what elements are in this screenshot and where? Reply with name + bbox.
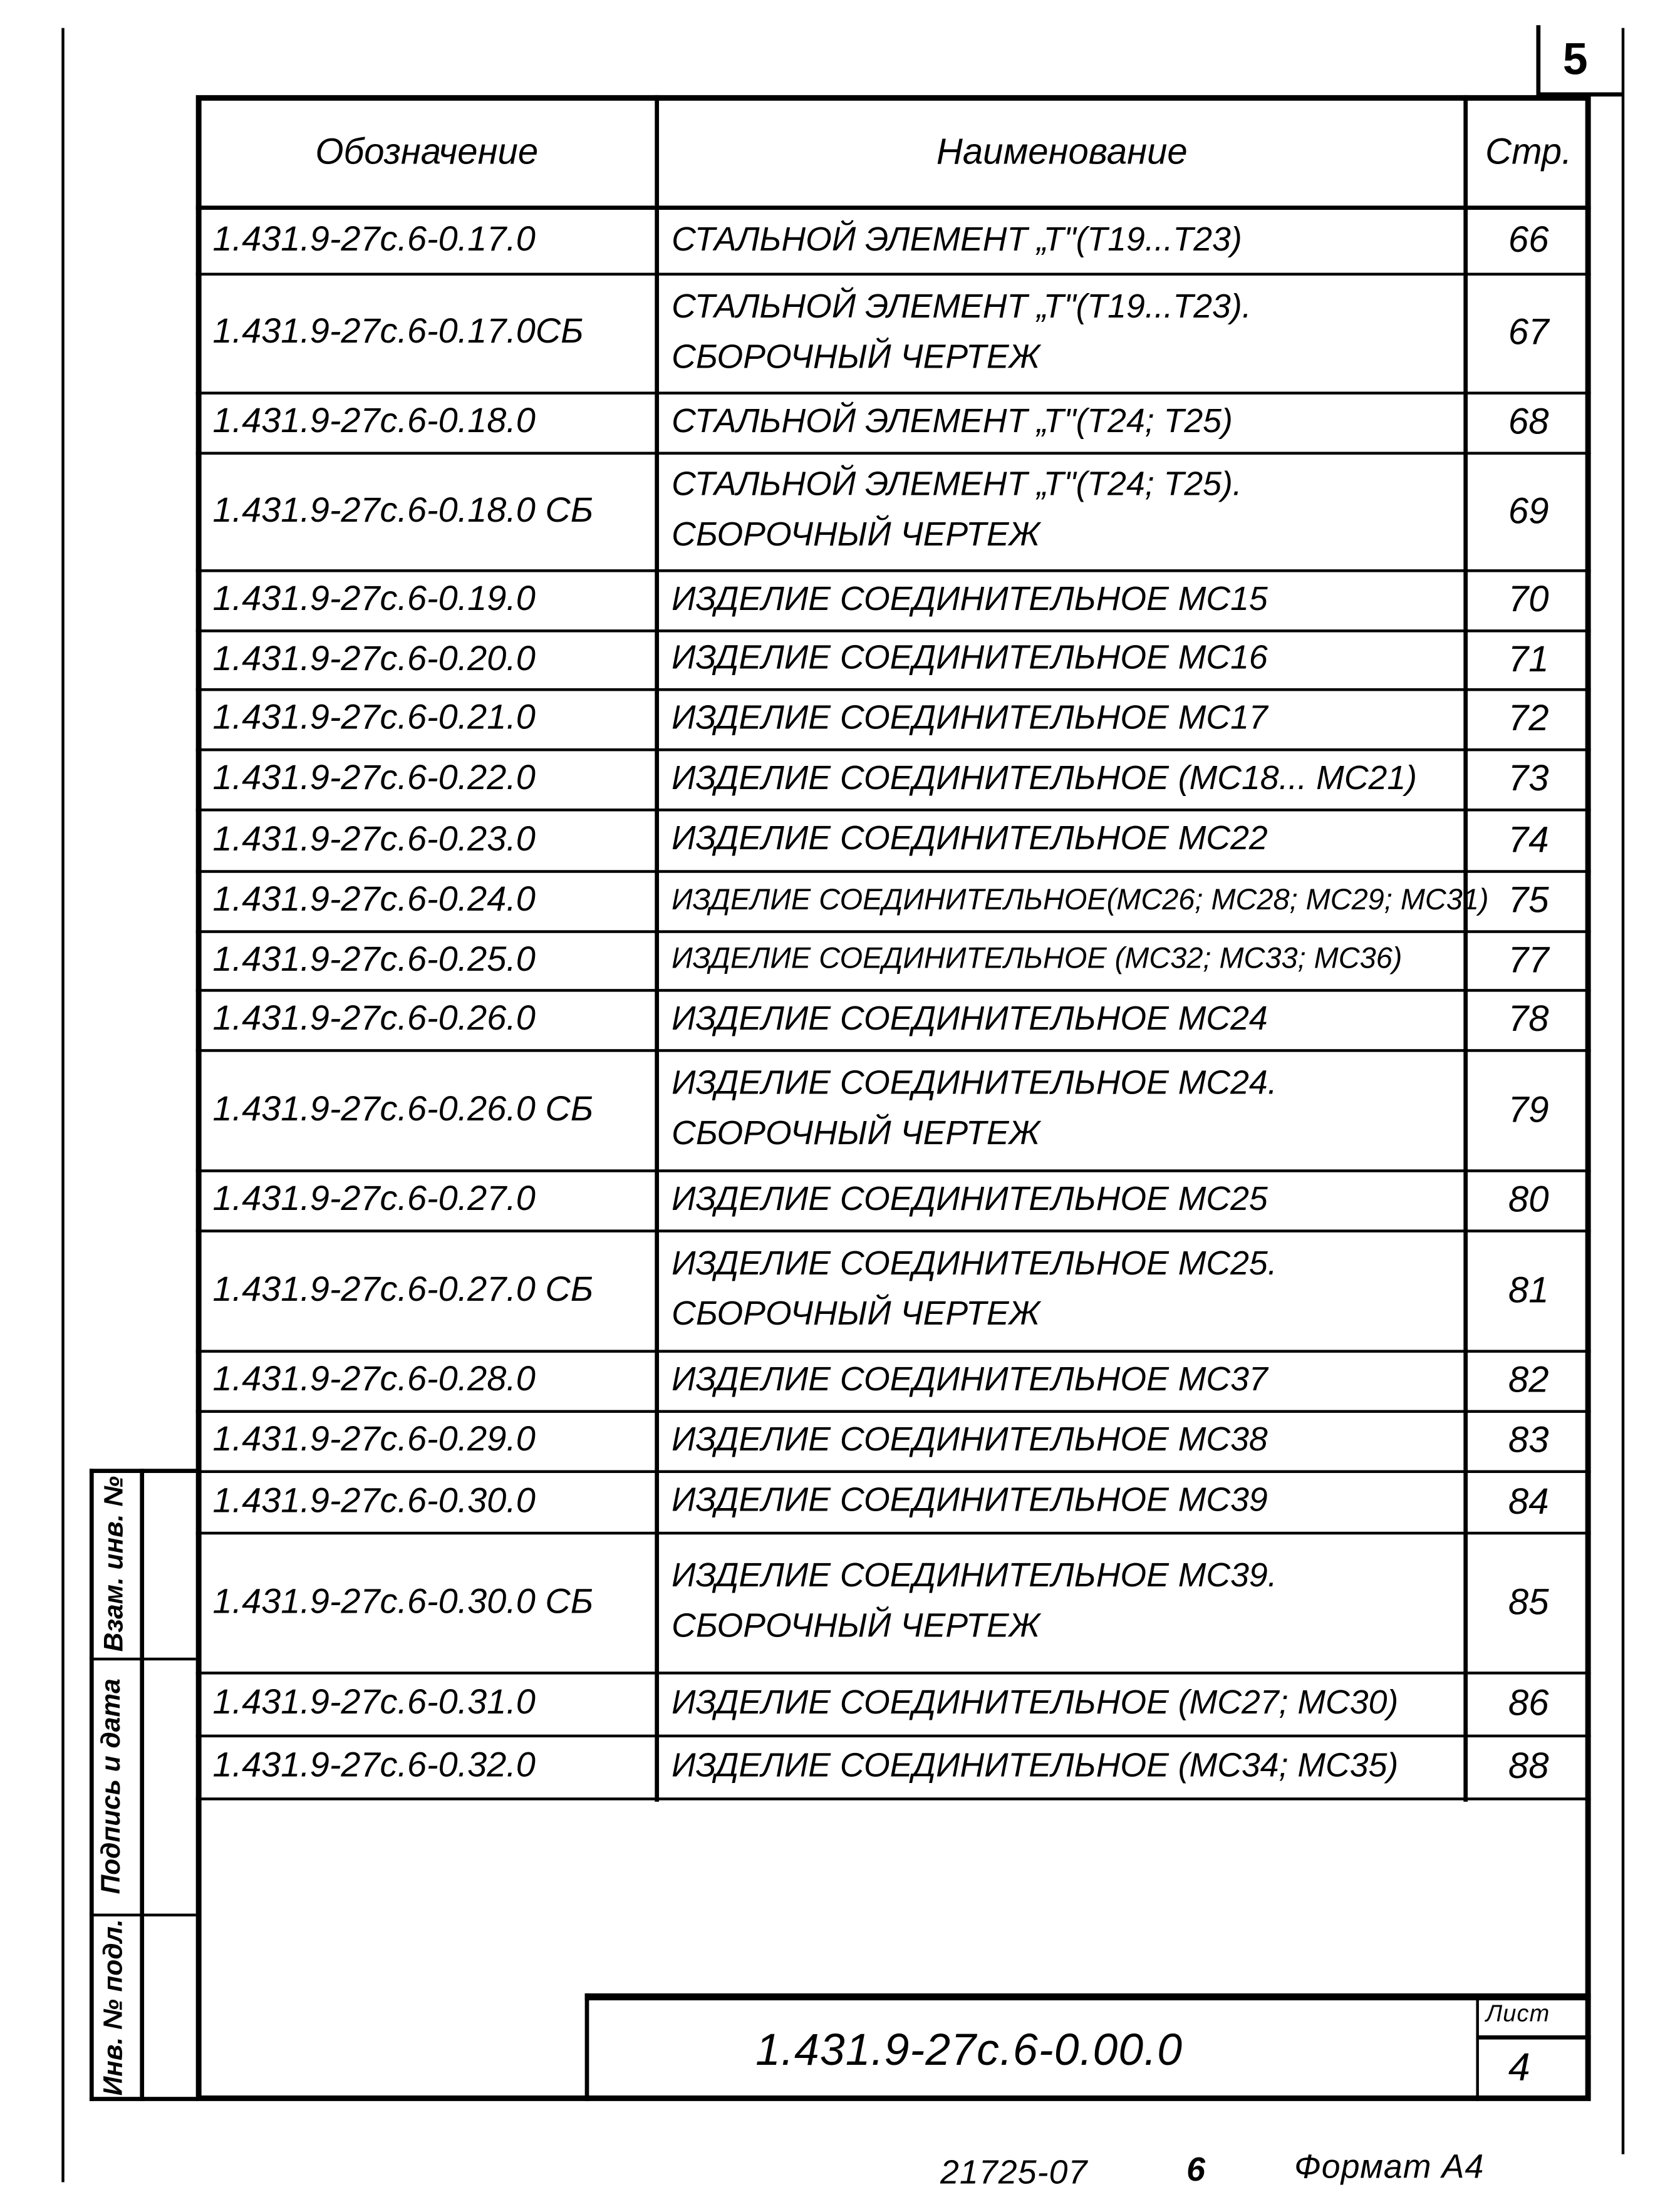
cell-name	[658, 1470, 1466, 1532]
page-text: 81	[1508, 1268, 1549, 1310]
cell-designation	[199, 273, 658, 392]
sheet-number: 4	[1508, 2045, 1531, 2089]
cell-designation	[199, 1410, 658, 1470]
cell-page	[1466, 1229, 1591, 1350]
cell-designation	[199, 748, 658, 809]
designation-text: 1.431.9-27с.6-0.26.0	[212, 998, 536, 1038]
header-name: Наименование	[936, 129, 1188, 172]
name-text: ИЗДЕЛИЕ СОЕДИНИТЕЛЬНОЕ МС17	[672, 698, 1268, 736]
cell-name	[658, 1350, 1466, 1410]
page-text: 67	[1508, 310, 1549, 353]
cell-designation	[199, 1169, 658, 1229]
sheet-label: Лист	[1486, 2000, 1550, 2027]
header-designation: Обозначение	[315, 129, 539, 172]
designation-text: 1.431.9-27с.6-0.18.0	[212, 401, 536, 441]
cell-page	[1466, 1672, 1591, 1735]
cell-designation	[199, 569, 658, 629]
name-text: СТАЛЬНОЙ ЭЛЕМЕНТ „Т"(Т24; Т25)	[672, 402, 1233, 440]
cell-page	[1466, 1350, 1591, 1410]
cell-page	[1466, 629, 1591, 688]
designation-text: 1.431.9-27с.6-0.21.0	[212, 698, 536, 738]
name-text: ИЗДЕЛИЕ СОЕДИНИТЕЛЬНОЕ(МС26; МС28; МС29; МС31)	[672, 883, 1489, 916]
title-block-divider	[1476, 2035, 1590, 2040]
designation-text: 1.431.9-27с.6-0.28.0	[212, 1360, 536, 1399]
cell-designation	[199, 1672, 658, 1735]
copy-mark: 6	[1186, 2151, 1206, 2189]
cell-name	[658, 1229, 1466, 1350]
page-text: 68	[1508, 400, 1549, 442]
name-text: ИЗДЕЛИЕ СОЕДИНИТЕЛЬНОЕ МС38	[672, 1420, 1268, 1459]
row-divider	[196, 1797, 1591, 1800]
name-text: СБОРОЧНЫЙ ЧЕРТЕЖ	[672, 1607, 1040, 1645]
designation-text: 1.431.9-27с.6-0.17.0	[212, 219, 536, 259]
designation-text: 1.431.9-27с.6-0.29.0	[212, 1420, 536, 1459]
page-text: 72	[1508, 696, 1549, 739]
side-stamp-original-inv: Инв. № подл.	[99, 1919, 129, 2096]
cell-page	[1466, 748, 1591, 809]
name-text: ИЗДЕЛИЕ СОЕДИНИТЕЛЬНОЕ МС15	[672, 579, 1268, 618]
page-text: 83	[1508, 1418, 1549, 1460]
designation-text: 1.431.9-27с.6-0.18.0 СБ	[212, 490, 594, 530]
designation-text: 1.431.9-27с.6-0.30.0 СБ	[212, 1581, 594, 1621]
cell-page	[1466, 1169, 1591, 1229]
cell-name	[658, 748, 1466, 809]
cell-name	[658, 1672, 1466, 1735]
cell-name	[658, 989, 1466, 1049]
outer-right-border	[1622, 28, 1624, 2154]
name-text: ИЗДЕЛИЕ СОЕДИНИТЕЛЬНОЕ (МС34; МС35)	[672, 1746, 1399, 1784]
page-text: 88	[1508, 1744, 1549, 1787]
cell-designation	[199, 1532, 658, 1672]
cell-name	[658, 1049, 1466, 1169]
cell-designation	[199, 809, 658, 870]
name-text: СТАЛЬНОЙ ЭЛЕМЕНТ „Т"(Т24; Т25).	[672, 465, 1242, 504]
cell-name	[658, 629, 1466, 688]
name-text: ИЗДЕЛИЕ СОЕДИНИТЕЛЬНОЕ МС25.	[672, 1244, 1277, 1283]
side-stamp-replacement-inv: Взам. инв. №	[100, 1476, 130, 1652]
cell-name	[658, 809, 1466, 870]
cell-designation	[199, 1049, 658, 1169]
name-text: ИЗДЕЛИЕ СОЕДИНИТЕЛЬНОЕ МС37	[672, 1360, 1268, 1398]
name-text: ИЗДЕЛИЕ СОЕДИНИТЕЛЬНОЕ (МС32; МС33; МС36)	[672, 943, 1403, 975]
name-text: СТАЛЬНОЙ ЭЛЕМЕНТ „Т"(Т19...Т23).	[672, 287, 1252, 326]
cell-name	[658, 688, 1466, 748]
designation-text: 1.431.9-27с.6-0.27.0	[212, 1179, 536, 1219]
cell-page	[1466, 1735, 1591, 1798]
cell-designation	[199, 629, 658, 688]
cell-page	[1466, 870, 1591, 930]
cell-designation	[199, 1350, 658, 1410]
name-text: ИЗДЕЛИЕ СОЕДИНИТЕЛЬНОЕ МС25	[672, 1180, 1268, 1218]
name-text: ИЗДЕЛИЕ СОЕДИНИТЕЛЬНОЕ МС22	[672, 819, 1268, 858]
page-text: 75	[1508, 878, 1549, 921]
cell-name	[658, 273, 1466, 392]
designation-text: 1.431.9-27с.6-0.27.0 СБ	[212, 1269, 594, 1309]
cell-name	[658, 1169, 1466, 1229]
sheet-corner-number: 5	[1562, 33, 1589, 85]
cell-designation	[199, 1735, 658, 1798]
cell-designation	[199, 688, 658, 748]
name-text: ИЗДЕЛИЕ СОЕДИНИТЕЛЬНОЕ (МС18... МС21)	[672, 758, 1418, 797]
cell-page	[1466, 930, 1591, 989]
page-text: 84	[1508, 1479, 1549, 1522]
designation-text: 1.431.9-27с.6-0.25.0	[212, 939, 536, 979]
cell-name	[658, 1735, 1466, 1798]
designation-text: 1.431.9-27с.6-0.30.0	[212, 1481, 536, 1520]
name-text: СТАЛЬНОЙ ЭЛЕМЕНТ „Т"(Т19...Т23)	[672, 220, 1242, 259]
title-block-divider	[1476, 1998, 1478, 2101]
page-text: 74	[1508, 817, 1549, 860]
name-text: СБОРОЧНЫЙ ЧЕРТЕЖ	[672, 1295, 1040, 1333]
cell-page	[1466, 1410, 1591, 1470]
cell-page	[1466, 391, 1591, 452]
corner-box-left	[1536, 25, 1540, 95]
name-text: ИЗДЕЛИЕ СОЕДИНИТЕЛЬНОЕ МС39	[672, 1481, 1268, 1519]
designation-text: 1.431.9-27с.6-0.26.0 СБ	[212, 1088, 594, 1129]
cell-page	[1466, 452, 1591, 569]
cell-designation	[199, 1229, 658, 1350]
name-text: ИЗДЕЛИЕ СОЕДИНИТЕЛЬНОЕ МС39.	[672, 1556, 1277, 1595]
side-stamp-signature-date: Подпись и дата	[97, 1678, 127, 1894]
cell-name	[658, 391, 1466, 452]
name-text: СБОРОЧНЫЙ ЧЕРТЕЖ	[672, 338, 1040, 376]
page-text: 78	[1508, 997, 1549, 1040]
cell-page	[1466, 688, 1591, 748]
page-text: 70	[1508, 577, 1549, 620]
cell-page	[1466, 569, 1591, 629]
page-text: 82	[1508, 1358, 1549, 1400]
cell-page	[1466, 1470, 1591, 1532]
page-text: 79	[1508, 1087, 1549, 1130]
designation-text: 1.431.9-27с.6-0.32.0	[212, 1745, 536, 1786]
cell-designation	[199, 207, 658, 273]
designation-text: 1.431.9-27с.6-0.22.0	[212, 758, 536, 798]
name-text: ИЗДЕЛИЕ СОЕДИНИТЕЛЬНОЕ МС24	[672, 999, 1268, 1038]
paper-format: Формат А4	[1294, 2148, 1485, 2187]
header-page: Стр.	[1485, 129, 1572, 172]
cell-name	[658, 452, 1466, 569]
page-text: 71	[1508, 637, 1549, 680]
designation-text: 1.431.9-27с.6-0.19.0	[212, 579, 536, 619]
page-text: 85	[1508, 1579, 1549, 1622]
name-text: ИЗДЕЛИЕ СОЕДИНИТЕЛЬНОЕ (МС27; МС30)	[672, 1683, 1399, 1722]
page-text: 69	[1508, 488, 1549, 531]
designation-text: 1.431.9-27с.6-0.17.0СБ	[212, 312, 584, 351]
cell-page	[1466, 273, 1591, 392]
cell-page	[1466, 989, 1591, 1049]
name-text: СБОРОЧНЫЙ ЧЕРТЕЖ	[672, 1115, 1040, 1153]
cell-designation	[199, 452, 658, 569]
page-text: 73	[1508, 757, 1549, 799]
cell-designation	[199, 391, 658, 452]
cell-designation	[199, 989, 658, 1049]
designation-text: 1.431.9-27с.6-0.31.0	[212, 1683, 536, 1722]
outer-left-border	[61, 28, 64, 2183]
cell-name	[658, 569, 1466, 629]
cell-designation	[199, 1470, 658, 1532]
document-code: 1.431.9-27с.6-0.00.0	[755, 2024, 1183, 2075]
name-text: ИЗДЕЛИЕ СОЕДИНИТЕЛЬНОЕ МС24.	[672, 1064, 1277, 1103]
cell-designation	[199, 930, 658, 989]
cell-name	[658, 1410, 1466, 1470]
cell-page	[1466, 1532, 1591, 1672]
order-number: 21725-07	[940, 2154, 1088, 2193]
page-text: 86	[1508, 1681, 1549, 1724]
side-stamp-divider	[140, 1469, 144, 2101]
cell-name	[658, 1532, 1466, 1672]
cell-designation	[199, 870, 658, 930]
page-text: 80	[1508, 1177, 1549, 1220]
cell-name	[658, 870, 1489, 930]
name-text: СБОРОЧНЫЙ ЧЕРТЕЖ	[672, 516, 1040, 554]
cell-page	[1466, 809, 1591, 870]
designation-text: 1.431.9-27с.6-0.20.0	[212, 638, 536, 678]
cell-page	[1466, 207, 1591, 273]
cell-page	[1466, 1049, 1591, 1169]
page-text: 77	[1508, 938, 1549, 980]
name-text: ИЗДЕЛИЕ СОЕДИНИТЕЛЬНОЕ МС16	[672, 639, 1268, 678]
cell-name	[658, 207, 1466, 273]
cell-name	[658, 930, 1466, 989]
designation-text: 1.431.9-27с.6-0.23.0	[212, 819, 536, 859]
designation-text: 1.431.9-27с.6-0.24.0	[212, 879, 536, 919]
page-text: 66	[1508, 218, 1549, 261]
